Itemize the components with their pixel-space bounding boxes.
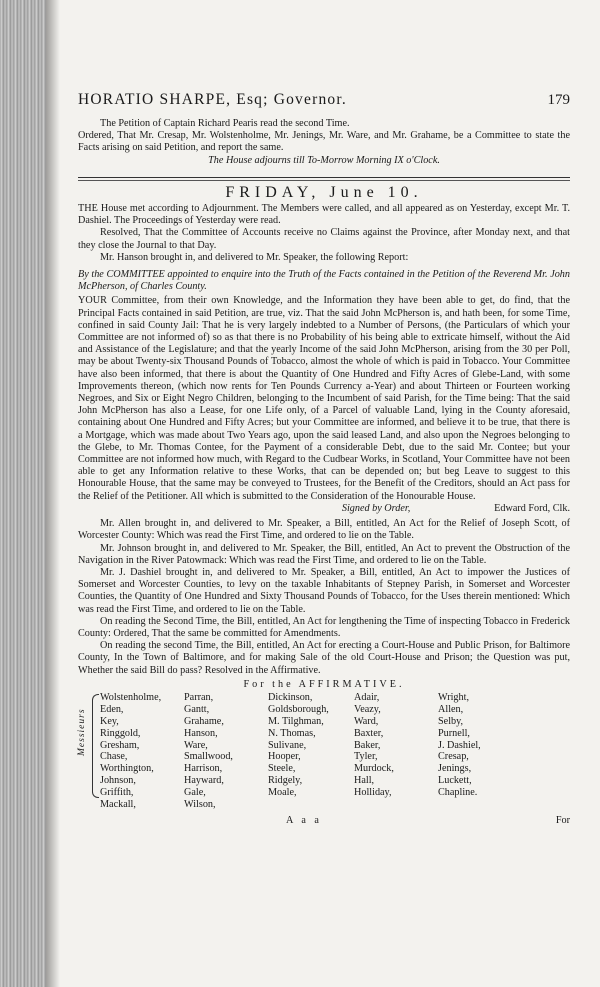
adjourn-text: The House adjourns till To-Morrow Morning IX o'Clock. [208, 154, 440, 166]
signature-middle: Signed by Order, [341, 502, 411, 514]
vote-name: Wilson, [184, 799, 216, 811]
vote-name: Wright, [438, 691, 469, 703]
vote-name: Sulivane, [268, 739, 307, 751]
vote-name: M. Tilghman, [268, 715, 324, 727]
vote-name: J. Dashiel, [438, 739, 481, 751]
vote-name: Adair, [354, 691, 380, 703]
vote-name: Wolstenholme, [100, 691, 162, 703]
messieurs-label: Messieurs [77, 708, 87, 756]
vote-name: Gresham, [100, 739, 140, 751]
committee-report: YOUR Committee, from their own Knowledge, and the Information they have been able to get, do find, that the Principal Facts contained in said Petition, are true, viz. That the said John McPherson is, and hath been, for some Time, confined in said County Jail: That he is very largely indebted to a Number of Persons, (the Particulars of which your Committee are not informed of) so as that there is no Probability of his being able to extricate himself, without the Aid and Assistance of the Legislature; and that the yearly Income of the said John McPherson, arising from the 30 per Poll, may be about Twenty-six Thousand Pounds of Tobacco, almost the whole of which is paid in Tobacco. Your Committee have also been informed, that there is about the Quantity of One Hundred and Fifty Acres of Glebe-Land, with some Improvements thereon, (which now rents for Ten Pounds Currency a-Year) and about Thirteen or Fourteen working Negroes, and Six or Eight Negro Children, belonging to the Incumbent of said Parish, for the Time being: That the said John McPherson has also a Lease, for one Life only, of a Parcel of valuable Land, lying in the County aforesaid, containing about One Hundred and Fifty Acres; but your Committee are informed, and believe it to be true, that there is a Mortgage, which was made about Two Years ago, upon the said leased Land, and also upon the Negroes belonging to the Glebe, to Mr. Thomas Contee, for the Payment of a considerable Debt, due to the said Mr. Contee; but your Committee are not informed how much, with Regard to the Cudbear Works, in Scotland, Your Committee have not been able to get any Information relative to these Works, that can be depended on; but beg Leave to suggest to this Honourable House, that the same may be conveyed to Trustees, for the Benefit of the Creditors, should an Act pass for the Relief of the Petitioner. All which is submitted to the Consideration of the Honourable House. [78, 295, 570, 502]
running-head [78, 91, 570, 114]
vote-name: Ware, [184, 739, 208, 751]
vote-name: Goldsborough, [268, 703, 329, 715]
vote-name: Griffith, [100, 787, 134, 799]
committee-heading: By the COMMITTEE appointed to enquire into the Truth of the Facts contained in the Petition of the Reverend Mr. John McPherson, of Charles County. [78, 269, 570, 293]
day-heading: FRIDAY, June 10. [225, 183, 423, 201]
vote-name: Veazy, [354, 703, 381, 715]
intro-adjourn [78, 155, 570, 167]
journal-page [77, 91, 570, 827]
section-rule [78, 177, 570, 178]
hanson-paragraph: Mr. Hanson brought in, and delivered to Mr. Speaker, the following Report: [100, 251, 409, 263]
book-spine-shadow [0, 0, 46, 987]
vote-name: Hooper, [268, 751, 301, 763]
vote-name: Baker, [354, 739, 381, 751]
signature-clerk: Edward Ford, Clk. [494, 502, 570, 514]
report-signature [78, 503, 570, 515]
vote-name: Tyler, [354, 751, 378, 763]
vote-name: Gantt, [184, 703, 210, 715]
vote-name: Gale, [184, 787, 206, 799]
vote-names-grid [100, 692, 508, 811]
vote-name: Ward, [354, 715, 379, 727]
vote-name: Allen, [438, 703, 464, 715]
vote-name: Worthington, [100, 763, 154, 775]
intro-petition: The Petition of Captain Richard Pearis read the second Time. [100, 118, 350, 129]
vote-name: Johnson, [100, 775, 136, 787]
page-number: 179 [547, 92, 570, 108]
resolved-paragraph: Resolved, That the Committee of Accounts receive no Claims against the Province, after Monday next, and that they close the Journal to that Day. [78, 227, 570, 251]
vote-name: N. Thomas, [268, 727, 316, 739]
page-title: HORATIO SHARPE, Esq; Governor. [78, 91, 347, 108]
bill-baltimore: On reading the second Time, the Bill, entitled, An Act for erecting a Court-House and Public Prison, for Baltimore County, In the Town of Baltimore, and for making Sale of the old Court-House and Prison; the Question was put, Whether the said Bill do pass? Resolved in the Affirmative. [78, 640, 570, 676]
vote-name: Selby, [438, 715, 464, 727]
vote-name: Eden, [100, 703, 124, 715]
vote-name: Cresap, [438, 751, 469, 763]
intro-ordered: Ordered, That Mr. Cresap, Mr. Wolstenholme, Mr. Jenings, Mr. Ware, and Mr. Grahame, be a Committee to state the Facts arising on said Petition, and report the same. [78, 130, 570, 154]
vote-name: Murdock, [354, 763, 394, 775]
vote-name: Key, [100, 715, 119, 727]
vote-name: Holliday, [354, 787, 392, 799]
vote-name: Luckett, [438, 775, 472, 787]
vote-name: Moale, [268, 787, 297, 799]
vote-name [438, 799, 508, 811]
bill-dashiel: Mr. J. Dashiel brought in, and delivered to Mr. Speaker, a Bill, entitled, An Act to impower the Justices of Somerset and Worcester Counties, to levy on the taxable Inhabitants of Stepney Parish, in Somerset and Worcester Counties, the Quantity of One Hundred and Sixty Thousand Pounds of Tobacco, for the Uses therein mentioned: Which was read the First Time, and ordered to lie on the Table. [78, 566, 570, 615]
opening-paragraph: THE House met according to Adjournment. The Members were called, and all appeared as on Yesterday, except Mr. T. Dashiel. The Proceedings of Yesterday were read. [78, 203, 570, 227]
vote-name: Purnell, [438, 727, 470, 739]
vote-name: Mackall, [100, 799, 136, 811]
vote-name: Hayward, [184, 775, 224, 787]
vote-name: Dickinson, [268, 691, 313, 703]
vote-name [354, 799, 438, 811]
vote-name: Hall, [354, 775, 375, 787]
vote-name: Jenings, [438, 763, 472, 775]
vote-name: Hanson, [184, 727, 218, 739]
bill-frederick: On reading the Second Time, the Bill, entitled, An Act for lengthening the Time of inspecting Tobacco in Frederick County: Ordered, That the same be committed for Amendments. [78, 615, 570, 639]
catchword: For [555, 815, 570, 826]
vote-name: Grahame, [184, 715, 224, 727]
vote-name: Chase, [100, 751, 128, 763]
brace-mark [92, 694, 99, 798]
vote-name: Baxter, [354, 727, 384, 739]
vote-name: Smallwood, [184, 751, 233, 763]
bill-allen: Mr. Allen brought in, and delivered to Mr. Speaker, a Bill, entitled, An Act for the Relief of Joseph Scott, of Worcester County: Which was read the First Time, and ordered to lie on the Table. [78, 518, 570, 542]
section-rule-thin [78, 180, 570, 181]
vote-name: Ridgely, [268, 775, 303, 787]
bill-johnson: Mr. Johnson brought in, and delivered to Mr. Speaker, the Bill, entitled, An Act to prevent the Obstruction of the Navigation in the River Patowmack: Which was read the First Time, and ordered to lie on the Table. [78, 542, 570, 566]
vote-name: Steele, [268, 763, 296, 775]
vote-name: Parran, [184, 691, 214, 703]
vote-name: Harrison, [184, 763, 223, 775]
vote-heading: For the AFFIRMATIVE. [243, 678, 405, 690]
page-footer [78, 815, 570, 827]
messieurs-brace [78, 692, 100, 811]
vote-name: Chapline. [438, 787, 478, 799]
vote-list [78, 692, 570, 811]
signature-mark: A a a [286, 815, 322, 826]
vote-name [268, 799, 354, 811]
vote-name: Ringgold, [100, 727, 141, 739]
